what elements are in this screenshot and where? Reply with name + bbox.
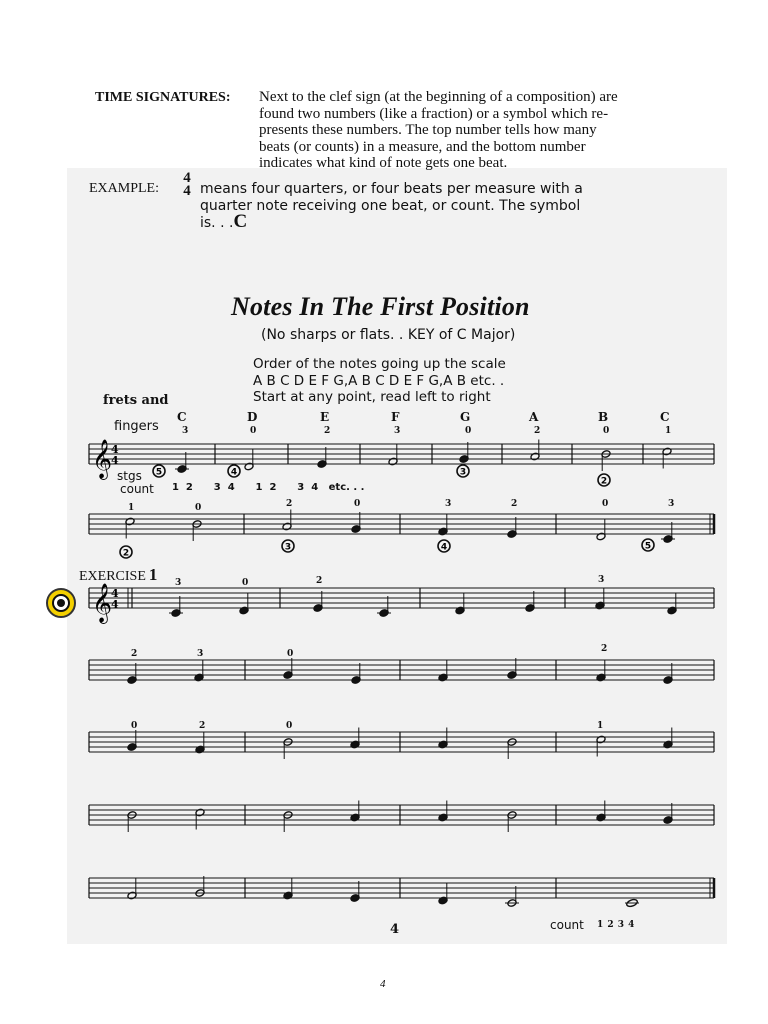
time-signature-bottom: 4 (111, 598, 119, 611)
inner-page-number: 4 (390, 922, 400, 937)
string-number: 3 (284, 542, 292, 553)
string-number: 4 (230, 467, 238, 478)
example-line-text: is. . . (200, 215, 234, 231)
fingering: 0 (195, 503, 202, 513)
string-number: 3 (459, 467, 467, 478)
outer-page-number: 4 (380, 978, 386, 990)
fingers-label: fingers (114, 419, 159, 434)
string-number: 5 (644, 541, 652, 552)
fingering: 2 (199, 721, 206, 731)
fingering: 3 (668, 499, 675, 509)
note-name-g: G (460, 410, 471, 424)
strings-label: stgs (117, 469, 142, 483)
fingering: 1 (665, 426, 672, 436)
example-time-sig-top: 4 (183, 170, 191, 186)
time-signature-top: 4 (111, 443, 119, 456)
time-signatures-line: Next to the clef sign (at the beginning of a composition) are (259, 89, 618, 105)
time-signature-bottom: 4 (111, 454, 119, 467)
fingering: 2 (316, 576, 323, 586)
final-count-label: count (550, 918, 584, 932)
string-number: 5 (155, 467, 163, 478)
treble-clef-icon: 𝄞 (92, 583, 113, 623)
fingering: 2 (534, 426, 541, 436)
fingering: 3 (175, 578, 182, 588)
time-signature-top: 4 (111, 587, 119, 600)
frets-label: frets and (103, 393, 169, 408)
scale-order-line: Order of the notes going up the scale (253, 356, 506, 372)
fingering: 0 (242, 578, 249, 588)
time-signatures-line: indicates what kind of note gets one beat. (259, 155, 508, 171)
fingering: 3 (197, 649, 204, 659)
note-name-c: C (177, 410, 187, 424)
time-signatures-heading: TIME SIGNATURES: (95, 90, 231, 105)
fingering: 1 (597, 721, 604, 731)
note-name-c-high: C (660, 410, 670, 424)
example-label: EXAMPLE: (89, 181, 159, 196)
scale-order-line: A B C D E F G,A B C D E F G,A B etc. . (253, 372, 505, 389)
example-line: means four quarters, or four beats per measure with a (200, 181, 583, 197)
note-name-e: E (320, 410, 330, 424)
example-line: quarter note receiving one beat, or count. The symbol (200, 197, 581, 214)
exercise-label-text: EXERCISE (79, 569, 146, 584)
string-number: 4 (440, 542, 448, 553)
fingering: 3 (394, 426, 401, 436)
common-time-symbol: C (233, 211, 248, 232)
fingering: 3 (598, 575, 605, 585)
time-signatures-line: presents these numbers. The top number tells how many (259, 122, 597, 138)
fingering: 0 (465, 426, 472, 436)
example-time-sig-bottom: 4 (183, 183, 191, 199)
scale-order-line: Start at any point, read left to right (253, 389, 491, 405)
string-number: 2 (600, 476, 608, 487)
fingering: 0 (602, 499, 609, 509)
fingering: 2 (324, 426, 331, 436)
section-subtitle: (No sharps or flats. . KEY of C Major) (261, 327, 516, 343)
fingering: 0 (287, 649, 294, 659)
fingering: 0 (131, 721, 138, 731)
time-signatures-line: beats (or counts) in a measure, and the bottom number (259, 138, 586, 155)
fingering: 0 (603, 426, 610, 436)
count-label: count (120, 482, 154, 496)
note-name-a: A (529, 410, 539, 424)
fingering: 0 (250, 426, 257, 436)
fingering: 3 (182, 426, 189, 436)
fingering: 1 (128, 503, 135, 513)
section-title: Notes In The First Position (231, 292, 530, 321)
exercise-number: 1 (148, 565, 158, 584)
target-icon[interactable] (46, 588, 76, 618)
fingering: 2 (511, 499, 518, 509)
note-name-f: F (391, 410, 400, 424)
fingering: 2 (286, 499, 293, 509)
time-signatures-line: found two numbers (like a fraction) or a symbol which re- (259, 105, 609, 122)
fingering: 2 (601, 644, 608, 654)
string-number: 2 (122, 548, 130, 559)
fingering: 2 (131, 649, 138, 659)
treble-clef-icon: 𝄞 (92, 439, 113, 479)
note-name-b: B (598, 410, 609, 424)
final-count-values: 1 2 3 4 (597, 920, 635, 930)
count-values: 1 2 3 4 1 2 3 4 etc. . . (172, 482, 365, 493)
fingering: 0 (286, 721, 293, 731)
fingering: 3 (445, 499, 452, 509)
target-center (57, 599, 65, 607)
note-name-d: D (247, 410, 258, 424)
fingering: 0 (354, 499, 361, 509)
